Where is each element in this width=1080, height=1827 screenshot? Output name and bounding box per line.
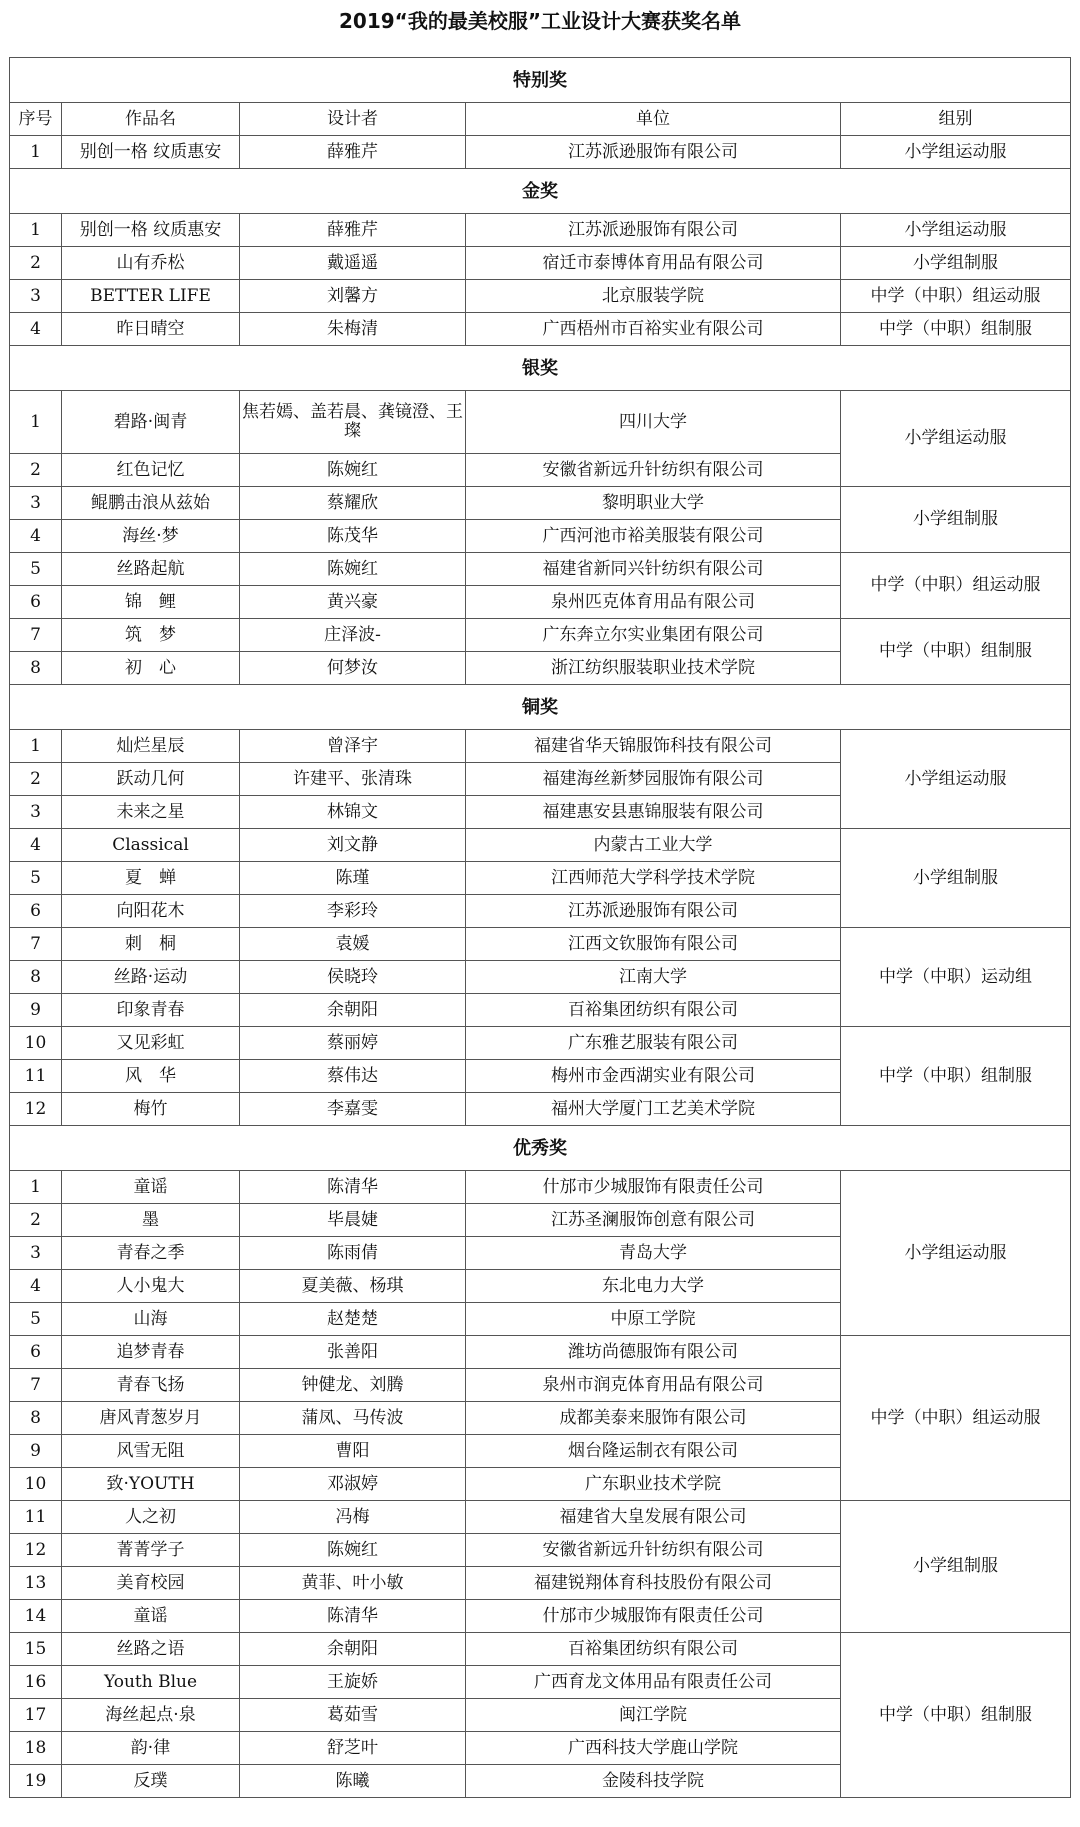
work-name: 追梦青春 [62,1336,240,1369]
column-header-row [10,103,1071,136]
designer: 陈雨倩 [240,1237,466,1270]
section-title: 金奖 [10,169,1071,214]
unit: 东北电力大学 [466,1270,841,1303]
work-name: 人之初 [62,1501,240,1534]
row-number: 1 [10,1171,62,1204]
work-name: 刺 桐 [62,928,240,961]
work-name: 又见彩虹 [62,1027,240,1060]
unit: 福建锐翔体育科技股份有限公司 [466,1567,841,1600]
designer: 蒲凤、马传波 [240,1402,466,1435]
work-name: 致·YOUTH [62,1468,240,1501]
row-number: 3 [10,796,62,829]
unit: 金陵科技学院 [466,1765,841,1798]
work-name: 别创一格 纹质惠安 [62,136,240,169]
designer: 庄泽波- [240,619,466,652]
work-name: 海丝·梦 [62,520,240,553]
row-number: 1 [10,391,62,454]
designer: 王旋娇 [240,1666,466,1699]
table-row [10,619,1071,652]
group: 中学（中职）运动组 [841,928,1071,1027]
group: 中学（中职）组运动服 [841,553,1071,619]
designer: 余朝阳 [240,1633,466,1666]
designer: 舒芝叶 [240,1732,466,1765]
work-name: 印象青春 [62,994,240,1027]
row-number: 9 [10,1435,62,1468]
designer: 黄兴豪 [240,586,466,619]
designer: 陈婉红 [240,553,466,586]
unit: 什邡市少城服饰有限责任公司 [466,1171,841,1204]
unit: 广西河池市裕美服装有限公司 [466,520,841,553]
unit: 百裕集团纺织有限公司 [466,994,841,1027]
unit: 安徽省新远升针纺织有限公司 [466,454,841,487]
page-title: 2019“我的最美校服”工业设计大赛获奖名单 [339,9,741,33]
row-number: 8 [10,961,62,994]
row-number: 13 [10,1567,62,1600]
work-name: 初 心 [62,652,240,685]
unit: 安徽省新远升针纺织有限公司 [466,1534,841,1567]
unit: 中原工学院 [466,1303,841,1336]
unit: 广西育龙文体用品有限责任公司 [466,1666,841,1699]
group: 小学组运动服 [841,730,1071,829]
unit: 泉州市润克体育用品有限公司 [466,1369,841,1402]
row-number: 7 [10,619,62,652]
group: 小学组制服 [841,1501,1071,1633]
designer: 刘馨方 [240,280,466,313]
unit: 福州大学厦门工艺美术学院 [466,1093,841,1126]
column-header: 单位 [466,103,841,136]
row-number: 4 [10,520,62,553]
designer: 蔡耀欣 [240,487,466,520]
unit: 梅州市金西湖实业有限公司 [466,1060,841,1093]
designer: 葛茹雪 [240,1699,466,1732]
work-name: 向阳花木 [62,895,240,928]
work-name: 筑 梦 [62,619,240,652]
designer: 林锦文 [240,796,466,829]
work-name: 山有乔松 [62,247,240,280]
designer: 陈清华 [240,1171,466,1204]
table-row [10,280,1071,313]
designer: 陈清华 [240,1600,466,1633]
row-number: 17 [10,1699,62,1732]
row-number: 3 [10,280,62,313]
table-row [10,487,1071,520]
table-row [10,391,1071,454]
designer: 毕晨婕 [240,1204,466,1237]
work-name: 韵·律 [62,1732,240,1765]
section-title: 优秀奖 [10,1126,1071,1171]
row-number: 4 [10,1270,62,1303]
work-name: 碧路·闽青 [62,391,240,454]
work-name: 山海 [62,1303,240,1336]
designer: 曾泽宇 [240,730,466,763]
row-number: 19 [10,1765,62,1798]
unit: 福建省新同兴针纺织有限公司 [466,553,841,586]
unit: 江苏派逊服饰有限公司 [466,136,841,169]
unit: 江西文钦服饰有限公司 [466,928,841,961]
unit: 潍坊尚德服饰有限公司 [466,1336,841,1369]
work-name: Youth Blue [62,1666,240,1699]
unit: 百裕集团纺织有限公司 [466,1633,841,1666]
row-number: 12 [10,1093,62,1126]
unit: 江苏圣澜服饰创意有限公司 [466,1204,841,1237]
unit: 福建省华天锦服饰科技有限公司 [466,730,841,763]
row-number: 15 [10,1633,62,1666]
unit: 江苏派逊服饰有限公司 [466,895,841,928]
work-name: 别创一格 纹质惠安 [62,214,240,247]
designer: 蔡丽婷 [240,1027,466,1060]
row-number: 2 [10,247,62,280]
awards-table-body [10,58,1071,1798]
unit: 什邡市少城服饰有限责任公司 [466,1600,841,1633]
row-number: 5 [10,553,62,586]
section-header [10,1126,1071,1171]
work-name: 童谣 [62,1171,240,1204]
work-name: 昨日晴空 [62,313,240,346]
unit: 广西梧州市百裕实业有限公司 [466,313,841,346]
row-number: 2 [10,763,62,796]
work-name: 反璞 [62,1765,240,1798]
work-name: 海丝起点·泉 [62,1699,240,1732]
row-number: 10 [10,1468,62,1501]
column-header: 设计者 [240,103,466,136]
unit: 福建海丝新梦园服饰有限公司 [466,763,841,796]
table-row [10,1027,1071,1060]
designer: 许建平、张清珠 [240,763,466,796]
group: 小学组制服 [841,487,1071,553]
unit: 福建省大皇发展有限公司 [466,1501,841,1534]
section-title: 银奖 [10,346,1071,391]
row-number: 11 [10,1060,62,1093]
unit: 闽江学院 [466,1699,841,1732]
unit: 福建惠安县惠锦服装有限公司 [466,796,841,829]
row-number: 7 [10,1369,62,1402]
designer: 侯晓玲 [240,961,466,994]
unit: 广西科技大学鹿山学院 [466,1732,841,1765]
table-row [10,214,1071,247]
row-number: 6 [10,586,62,619]
work-name: 跃动几何 [62,763,240,796]
unit: 黎明职业大学 [466,487,841,520]
section-header [10,58,1071,103]
unit: 江苏派逊服饰有限公司 [466,214,841,247]
group: 中学（中职）组制服 [841,313,1071,346]
column-header: 序号 [10,103,62,136]
row-number: 12 [10,1534,62,1567]
group: 中学（中职）组运动服 [841,280,1071,313]
row-number: 1 [10,136,62,169]
section-header [10,346,1071,391]
work-name: BETTER LIFE [62,280,240,313]
designer: 焦若嫣、盖若晨、龚镜澄、王璨 [240,391,466,454]
unit: 青岛大学 [466,1237,841,1270]
column-header: 组别 [841,103,1071,136]
table-row [10,553,1071,586]
designer: 余朝阳 [240,994,466,1027]
designer: 邓淑婷 [240,1468,466,1501]
table-row [10,1336,1071,1369]
group: 小学组运动服 [841,214,1071,247]
work-name: 锦 鲤 [62,586,240,619]
work-name: 菁菁学子 [62,1534,240,1567]
work-name: 丝路·运动 [62,961,240,994]
row-number: 3 [10,487,62,520]
unit: 江南大学 [466,961,841,994]
designer: 李嘉雯 [240,1093,466,1126]
work-name: 梅竹 [62,1093,240,1126]
designer: 朱梅清 [240,313,466,346]
group: 中学（中职）组运动服 [841,1336,1071,1501]
row-number: 14 [10,1600,62,1633]
group: 中学（中职）组制服 [841,619,1071,685]
row-number: 8 [10,652,62,685]
designer: 冯梅 [240,1501,466,1534]
work-name: 未来之星 [62,796,240,829]
designer: 陈曦 [240,1765,466,1798]
unit: 宿迁市泰博体育用品有限公司 [466,247,841,280]
group: 中学（中职）组制服 [841,1633,1071,1798]
group: 中学（中职）组制服 [841,1027,1071,1126]
designer: 薛雅芹 [240,214,466,247]
work-name: 人小鬼大 [62,1270,240,1303]
row-number: 7 [10,928,62,961]
row-number: 4 [10,829,62,862]
work-name: 青春之季 [62,1237,240,1270]
table-row [10,247,1071,280]
table-row [10,1633,1071,1666]
unit: 浙江纺织服装职业技术学院 [466,652,841,685]
designer: 陈瑾 [240,862,466,895]
row-number: 3 [10,1237,62,1270]
unit: 四川大学 [466,391,841,454]
unit: 广东雅艺服装有限公司 [466,1027,841,1060]
unit: 广东奔立尔实业集团有限公司 [466,619,841,652]
column-header: 作品名 [62,103,240,136]
designer: 张善阳 [240,1336,466,1369]
row-number: 4 [10,313,62,346]
unit: 泉州匹克体育用品有限公司 [466,586,841,619]
designer: 黄菲、叶小敏 [240,1567,466,1600]
row-number: 11 [10,1501,62,1534]
work-name: 唐风青葱岁月 [62,1402,240,1435]
unit: 内蒙古工业大学 [466,829,841,862]
designer: 刘文静 [240,829,466,862]
work-name: 风 华 [62,1060,240,1093]
unit: 北京服装学院 [466,280,841,313]
awards-table [9,57,1071,1798]
table-row [10,313,1071,346]
table-row [10,1501,1071,1534]
designer: 陈婉红 [240,1534,466,1567]
group: 小学组制服 [841,829,1071,928]
table-row [10,136,1071,169]
row-number: 6 [10,1336,62,1369]
unit: 广东职业技术学院 [466,1468,841,1501]
section-header [10,685,1071,730]
designer: 赵楚楚 [240,1303,466,1336]
work-name: 风雪无阻 [62,1435,240,1468]
section-title: 特别奖 [10,58,1071,103]
designer: 陈婉红 [240,454,466,487]
row-number: 1 [10,214,62,247]
group: 小学组制服 [841,247,1071,280]
row-number: 2 [10,1204,62,1237]
designer: 戴遥遥 [240,247,466,280]
designer: 薛雅芹 [240,136,466,169]
row-number: 9 [10,994,62,1027]
row-number: 10 [10,1027,62,1060]
table-row [10,829,1071,862]
work-name: 童谣 [62,1600,240,1633]
row-number: 2 [10,454,62,487]
row-number: 5 [10,862,62,895]
work-name: 丝路之语 [62,1633,240,1666]
unit: 烟台隆运制衣有限公司 [466,1435,841,1468]
row-number: 6 [10,895,62,928]
designer: 李彩玲 [240,895,466,928]
designer: 钟健龙、刘腾 [240,1369,466,1402]
table-row [10,730,1071,763]
unit: 江西师范大学科学技术学院 [466,862,841,895]
work-name: Classical [62,829,240,862]
section-header [10,169,1071,214]
work-name: 夏 蝉 [62,862,240,895]
table-row [10,928,1071,961]
designer: 蔡伟达 [240,1060,466,1093]
work-name: 红色记忆 [62,454,240,487]
work-name: 青春飞扬 [62,1369,240,1402]
designer: 何梦汝 [240,652,466,685]
row-number: 5 [10,1303,62,1336]
row-number: 1 [10,730,62,763]
unit: 成都美泰来服饰有限公司 [466,1402,841,1435]
work-name: 鲲鹏击浪从兹始 [62,487,240,520]
section-title: 铜奖 [10,685,1071,730]
designer: 曹阳 [240,1435,466,1468]
designer: 陈茂华 [240,520,466,553]
table-row [10,1171,1071,1204]
row-number: 18 [10,1732,62,1765]
work-name: 美育校园 [62,1567,240,1600]
work-name: 灿烂星辰 [62,730,240,763]
group: 小学组运动服 [841,136,1071,169]
row-number: 8 [10,1402,62,1435]
work-name: 丝路起航 [62,553,240,586]
work-name: 墨 [62,1204,240,1237]
group: 小学组运动服 [841,1171,1071,1336]
designer: 袁媛 [240,928,466,961]
group: 小学组运动服 [841,391,1071,487]
row-number: 16 [10,1666,62,1699]
designer: 夏美薇、杨琪 [240,1270,466,1303]
